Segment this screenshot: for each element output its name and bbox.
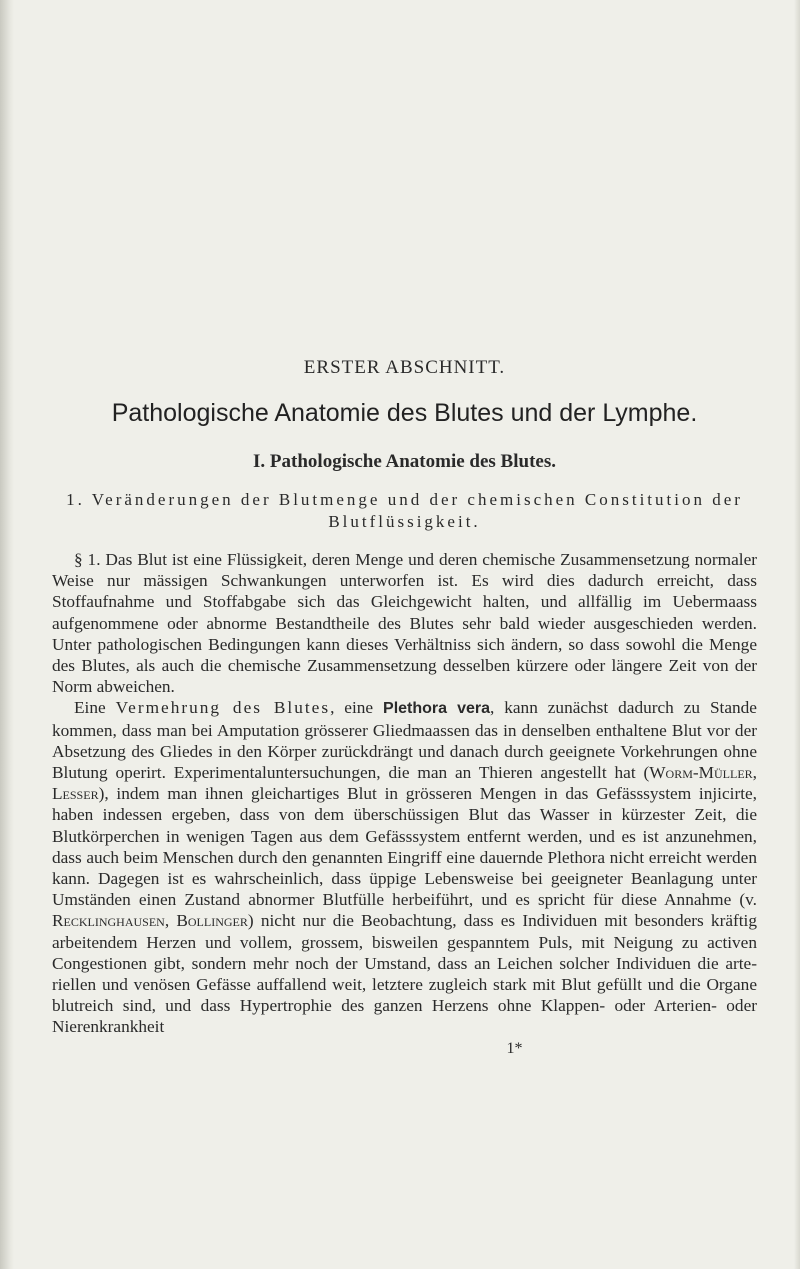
page-edge-left bbox=[0, 0, 14, 1269]
paragraph-2 bbox=[52, 697, 757, 1037]
paragraph-2-mid: , eine bbox=[330, 698, 374, 718]
page-title: Pathologische Anatomie des Blutes und der Lymphe. bbox=[111, 399, 698, 427]
paragraph-2-spaced-term: Vermehrung des Blutes bbox=[115, 698, 331, 718]
paragraph-2-text-3: ) nicht nur die Beobachtung, dass es Individuen mit besonders kräftig arbeitendem Herzen und vollem, grossem, bisweilen gespanntem Puls, mit Neigung zu activen Congestionen gibt, sondern mehr noch der Umstand, dass an Leichen solcher Individuen die arteriellen und venösen Gefässe auffallend weit, letztere zugleich stark mit Blut gefüllt und die Organe blutreich sind, und dass Hypertrophie des ganzen Herzens ohne Klappen- oder Arterien- oder Nierenkrankheit bbox=[52, 911, 757, 1037]
paragraph-2-authors-2: Recklinghausen, Bollinger bbox=[52, 911, 248, 931]
page-content bbox=[52, 357, 757, 1058]
section-sub-heading: 1. Veränderungen der Blutmenge und der chemischen Constitution der Blutflüssigkeit. bbox=[66, 490, 743, 531]
chapter-subtitle: I. Pathologische Anatomie des Blutes. bbox=[253, 451, 556, 472]
section-heading: ERSTER ABSCHNITT. bbox=[303, 357, 506, 378]
paragraph-2-bold-term: Plethora vera bbox=[383, 700, 490, 718]
signature-mark: 1* bbox=[506, 1039, 523, 1057]
paragraph-2-text-1: , kann zunächst dadurch zu Stande kommen, dass man bei Amputation grösserer Gliedmaassen das in denselben enthaltene Blut vor der Absetzung des Gliedes in den Körper zurückdrängt und danach durch geeignete Vorkehrungen ohne Blutung operirt. Experimentaluntersuchungen, die man an Thieren angestellt hat ( bbox=[52, 698, 757, 783]
paragraph-2-text-2: ), indem man ihnen gleichartiges Blut in grösseren Mengen in das Gefässsystem injicirte, haben indessen ergeben, dass von dem überschüssigen Blut das Wasser in kürzester Zeit, die Blutkörperchen in wenigen Tagen aus dem Gefässsystem entfernt werden, und es ist anzunehmen, dass auch beim Menschen durch den genannten Eingriff eine dauernde Plethora nicht erreicht werden kann. Dagegen ist es wahrscheinlich, dass üppige Lebensweise bei geeigneter Beanlagung unter Umständen einen Zustand abnormer Blutfülle herbeiführt, und es spricht für diese Annahme (v. bbox=[52, 784, 757, 910]
page-edge-right bbox=[794, 0, 800, 1269]
paragraph-1: § 1. Das Blut ist eine Flüssigkeit, deren Menge und deren chemische Zusammensetzung normaler Weise nur mässigen Schwankungen unterworfen ist. Es wird dies dadurch erreicht, dass Stoffaufnahme und Stoffabgabe sich das Gleichgewicht halten, und allfällig im Uebermaass aufgenommene oder abnorme Bestandtheile des Blutes sehr bald wieder ausgeschieden werden. Unter pathologischen Bedingungen kann dieses Verhältniss sich ändern, so dass sowohl die Menge des Blutes, als auch die chemische Zusammensetzung desselben kürzere oder längere Zeit von der Norm abweichen. bbox=[52, 550, 757, 697]
paragraph-2-authors-1: Worm-Müller, Lesser bbox=[52, 763, 757, 804]
paragraph-2-lead: Eine bbox=[74, 698, 106, 718]
